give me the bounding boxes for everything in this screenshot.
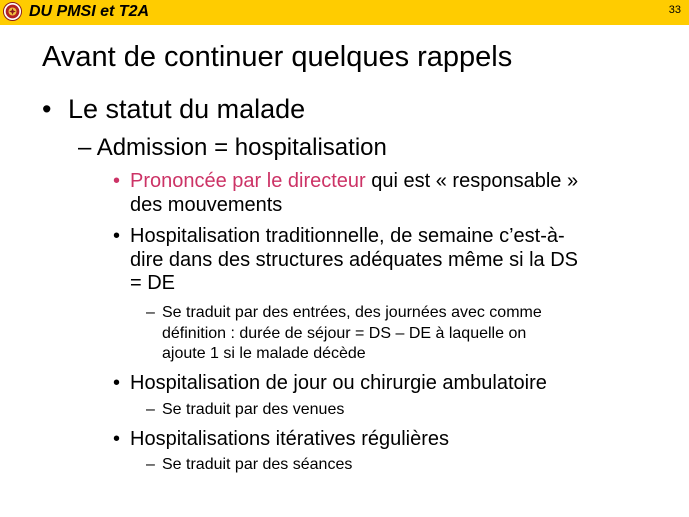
list-item-text-line2: dire dans des structures adéquates même si la DS [130, 248, 578, 271]
bullet-dot-icon: • [113, 170, 121, 192]
list-item [113, 225, 578, 296]
list-item-text [113, 170, 578, 194]
header-bar [0, 0, 689, 25]
list-item-text-line1: Hospitalisation traditionnelle, de semaine c’est-à- [130, 225, 565, 247]
sub-list-item-text: Se traduit par des venues [162, 401, 345, 418]
slide-title: Avant de continuer quelques rappels [42, 41, 513, 73]
sub-list-item-line1: Se traduit par des entrées, des journées avec comme [162, 304, 542, 321]
sub-list-item-line2: définition : durée de séjour = DS – DE à laquelle on [162, 324, 527, 342]
sub-list-item [146, 455, 352, 476]
bullet-level1-text: Le statut du malade [68, 94, 306, 124]
bullet-level1 [42, 94, 305, 125]
bullet-dot-icon: • [113, 428, 121, 450]
list-item [113, 372, 547, 396]
dash-icon: – [146, 304, 155, 321]
sub-list-item-line3: ajoute 1 si le malade décède [162, 345, 366, 362]
list-item-text: Hospitalisation de jour ou chirurgie ambulatoire [130, 372, 547, 394]
sub-list-item-text: Se traduit par des séances [162, 456, 353, 473]
page-number: 33 [668, 4, 681, 16]
list-item [113, 428, 449, 452]
sub-list-item [146, 400, 344, 421]
list-item [113, 170, 578, 217]
course-title: DU PMSI et T2A [29, 3, 150, 20]
bullet-dot-icon: • [113, 225, 121, 247]
list-item-text-line2: des mouvements [130, 193, 283, 216]
list-item-text-line3: = DE [130, 272, 176, 294]
bullet-dot-icon: • [113, 372, 121, 394]
highlight-text: Prononcée par le directeur [130, 170, 366, 192]
list-item-text: Hospitalisations itératives régulières [130, 428, 450, 450]
bullet-dot-icon: • [42, 94, 52, 124]
seal-logo-icon [3, 2, 22, 21]
sub-bullet-admission: – Admission = hospitalisation [78, 134, 387, 161]
dash-icon: – [146, 401, 155, 418]
dash-icon: – [146, 456, 155, 473]
sub-list-item [146, 303, 542, 365]
list-item-text-rest: qui est « responsable » [365, 170, 579, 192]
